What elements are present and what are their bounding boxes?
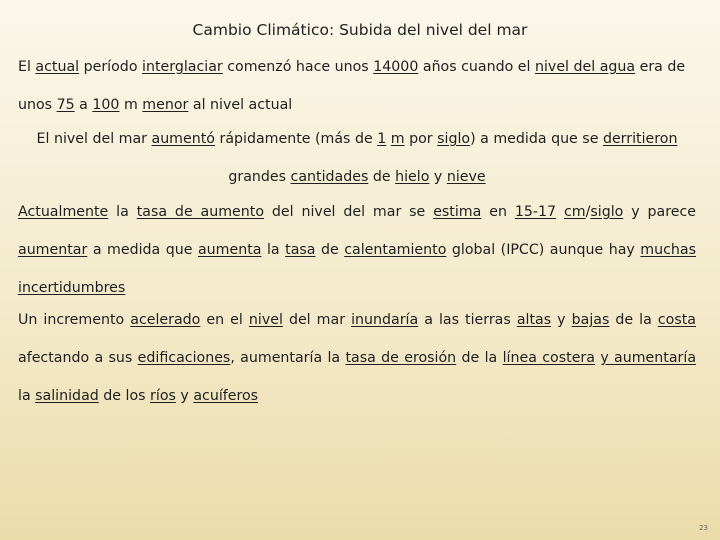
text-segment: y (175, 388, 194, 404)
underlined-term: edificaciones (137, 350, 231, 366)
underlined-term: cantidades (290, 169, 369, 185)
underlined-term: altas (516, 312, 552, 328)
text-segment: del mar (282, 312, 352, 328)
text-segment (696, 242, 701, 258)
underlined-term: 1 (377, 131, 387, 147)
text-segment: comenzó hace unos (222, 59, 374, 75)
underlined-term: nivel del agua (535, 59, 636, 75)
text-segment: de (368, 169, 396, 185)
underlined-term: cm (563, 204, 586, 220)
underlined-term: hielo (395, 169, 430, 185)
underlined-term: incertidumbres (18, 280, 126, 296)
underlined-term: y aumentaría (600, 350, 697, 366)
text-segment: y parece (623, 204, 701, 220)
text-segment: a medida que (87, 242, 198, 258)
underlined-term: aumentar (18, 242, 88, 258)
text-segment (556, 204, 564, 220)
text-segment: y (551, 312, 572, 328)
underlined-term: acelerado (130, 312, 201, 328)
text-segment: la (18, 350, 701, 404)
paragraph-consequences (18, 301, 701, 415)
underlined-term: calentamiento (344, 242, 447, 258)
underlined-term: interglaciar (142, 59, 223, 75)
text-segment: rápidamente (más de (214, 131, 378, 147)
underlined-term: aumenta (197, 242, 262, 258)
text-segment: Un incremento (18, 312, 131, 328)
underlined-term: menor (142, 97, 189, 113)
underlined-term: 14000 (373, 59, 419, 75)
underlined-term: tasa (285, 242, 316, 258)
page-number: 23 (699, 524, 708, 532)
text-segment: de la (456, 350, 503, 366)
underlined-term: nivel (248, 312, 283, 328)
underlined-term: siglo (590, 204, 624, 220)
text-segment: global (IPCC) aunque hay (446, 242, 641, 258)
underlined-term: estima (433, 204, 482, 220)
text-segment: al nivel actual (188, 97, 293, 113)
underlined-term: nieve (446, 169, 486, 185)
text-segment: en (481, 204, 515, 220)
slide-title: Cambio Climático: Subida del nivel del mar (192, 21, 528, 39)
underlined-term: línea costera (502, 350, 595, 366)
text-segment: m (119, 97, 143, 113)
underlined-term: 75 (56, 97, 75, 113)
text-segment: era de unos (18, 59, 690, 113)
paragraph-current-rate (18, 193, 701, 307)
text-segment: grandes (228, 131, 682, 185)
text-segment: de los (98, 388, 151, 404)
underlined-term: derritieron (602, 131, 678, 147)
underlined-term: 100 (92, 97, 120, 113)
text-segment: la (261, 242, 286, 258)
underlined-term: ríos (150, 388, 176, 404)
underlined-term: costa (657, 312, 697, 328)
text-segment: / (585, 204, 591, 220)
paragraph-sea-level-rise (18, 120, 696, 196)
underlined-term: Actualmente (18, 204, 109, 220)
text-segment: y (429, 169, 447, 185)
underlined-term: 15-17 (514, 204, 557, 220)
text-segment: de la (609, 312, 658, 328)
underlined-term: m (390, 131, 405, 147)
underlined-term: muchas (640, 242, 696, 258)
text-segment: de (315, 242, 345, 258)
text-segment: del nivel del mar se (264, 204, 434, 220)
text-segment: en el (200, 312, 249, 328)
text-segment: años cuando el (418, 59, 535, 75)
text-segment: la (108, 204, 137, 220)
text-segment: por (404, 131, 438, 147)
text-segment: El (18, 59, 36, 75)
underlined-term: inundaría (351, 312, 419, 328)
underlined-term: tasa de aumento (136, 204, 265, 220)
underlined-term: salinidad (35, 388, 99, 404)
text-segment: período (79, 59, 143, 75)
underlined-term: aumentó (151, 131, 215, 147)
underlined-term: actual (35, 59, 80, 75)
text-segment: a las tierras (418, 312, 517, 328)
underlined-term: acuíferos (193, 388, 259, 404)
text-segment: ) a medida que se (470, 131, 603, 147)
text-segment: , aumentaría la (230, 350, 346, 366)
underlined-term: siglo (437, 131, 471, 147)
underlined-term: bajas (571, 312, 610, 328)
text-segment: afectando a sus (18, 312, 701, 366)
paragraph-interglacial (18, 48, 696, 124)
text-segment: El nivel del mar (36, 131, 152, 147)
text-segment: a (74, 97, 93, 113)
underlined-term: tasa de erosión (345, 350, 457, 366)
